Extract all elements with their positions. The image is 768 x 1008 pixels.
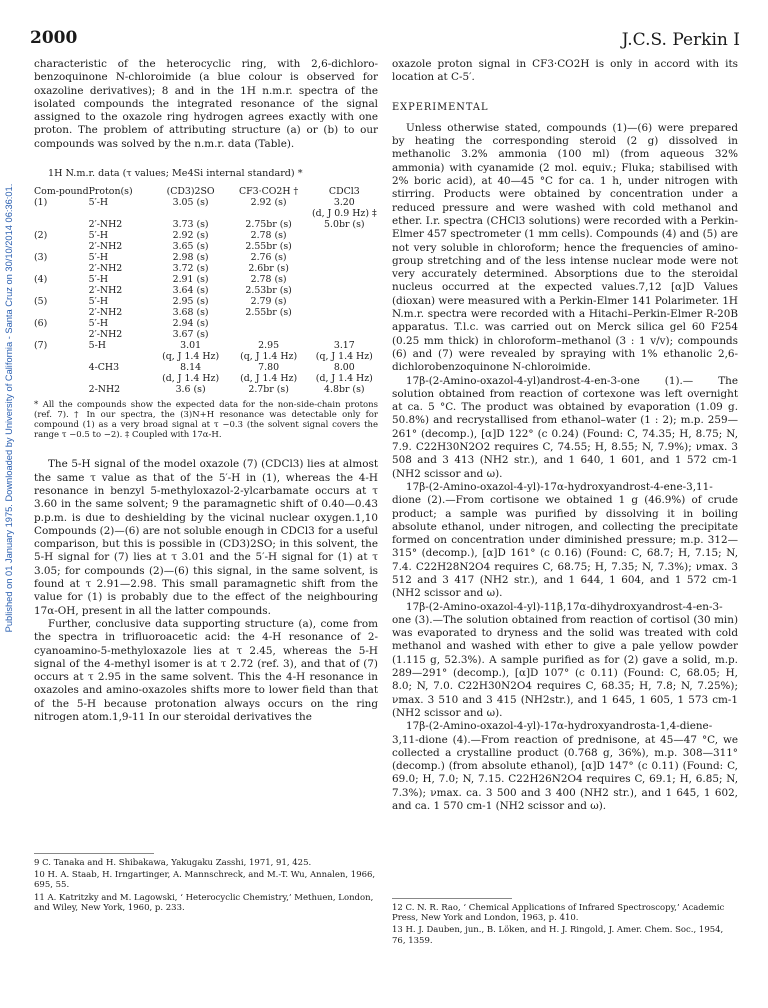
- table-cell: 2.55br (s): [245, 241, 292, 253]
- table-cell: 2-NH2: [88, 384, 121, 396]
- reference: 10 H. A. Staab, H. Irngartinger, A. Mannschreck, and M.-T. Wu, Annalen, 1966, 695, 55.: [34, 870, 376, 891]
- table-cell: [311, 296, 378, 307]
- table-cell: [227, 318, 311, 329]
- col-header: Com-pound: [34, 186, 89, 198]
- left-paragraph-1: characteristic of the heterocyclic ring, with 2,6-dichloro-benzoquinone N-chloroimide (a blue colour is observed for oxazoline derivatives); 8 and in the 1H n.m.r. spectra of the isolated compounds the integrated resonance of the signal assigned to the oxazole ring hydrogen agrees exactly with one proton. The problem of attributing structure (a) or (b) to our compounds was solved by the n.m.r. data (Table).: [34, 58, 378, 150]
- table-cell: (5): [34, 296, 48, 308]
- right-paragraph-1: oxazole proton signal in CF3·CO2H is only in accord with its location at C-5′.: [392, 58, 738, 84]
- table-cell: 2.92 (s): [250, 197, 287, 209]
- table-row: [34, 318, 378, 329]
- table-caption: 1H N.m.r. data (τ values; Me4Si internal standard) *: [48, 168, 303, 180]
- table-cell: 3.01: [180, 340, 202, 352]
- table-row: [34, 373, 378, 384]
- right-column: [392, 58, 738, 813]
- table-cell: (4): [34, 274, 48, 286]
- table-cell: [311, 307, 378, 318]
- table-cell: [34, 241, 89, 252]
- table-cell: [34, 219, 89, 230]
- table-row: [34, 252, 378, 263]
- table-cell: [34, 329, 89, 340]
- left-column: [34, 58, 378, 724]
- table-cell: 2.95: [258, 340, 280, 352]
- table-cell: 2.79 (s): [250, 296, 287, 308]
- table-footnote: * All the compounds show the expected data for the non-side-chain protons (ref. 7). † In our spectra, the (3)N+H resonance was detectable only for compound (1) as a very broad signal at τ −0.3 (the solvent signal covers the range τ −0.5 to −2). ‡ Coupled with 17α-H.: [34, 400, 378, 441]
- table-cell: [34, 307, 89, 318]
- table-cell: [34, 351, 89, 362]
- table-cell: (d, J 1.4 Hz): [315, 373, 373, 385]
- reference: 11 A. Katritzky and M. Lagowski, ‘ Heterocyclic Chemistry,’ Methuen, London, and Wiley, New York, 1960, p. 233.: [34, 892, 374, 913]
- table-header-row: [34, 186, 378, 197]
- table-row: [34, 208, 378, 219]
- table-cell: [34, 263, 89, 274]
- table-cell: 3.68 (s): [172, 307, 209, 319]
- table-cell: 2.78 (s): [250, 274, 287, 286]
- table-row: [34, 351, 378, 362]
- table-cell: [34, 384, 89, 395]
- table-cell: [227, 329, 311, 340]
- table-cell: 2.91 (s): [172, 274, 209, 286]
- table-cell: 5.0br (s): [324, 219, 365, 231]
- table-cell: 5′-H: [88, 230, 109, 242]
- col-header: CDCl3: [328, 186, 360, 198]
- provenance-sidebar: [2, 140, 16, 680]
- reference: 12 C. N. R. Rao, ‘ Chemical Applications of Infrared Spectroscopy,’ Academic Press, New York and London, 1963, p. 410.: [392, 903, 725, 924]
- table-cell: 2.92 (s): [172, 230, 209, 242]
- table-cell: 3.72 (s): [172, 263, 209, 275]
- table-cell: (q, J 1.4 Hz): [240, 351, 298, 363]
- table-cell: 2′-NH2: [88, 263, 123, 275]
- table-cell: 2.78 (s): [250, 230, 287, 242]
- section-heading: EXPERIMENTAL: [392, 101, 489, 113]
- table-cell: [89, 208, 155, 219]
- table-cell: [34, 285, 89, 296]
- table-cell: [227, 208, 311, 219]
- table-body: [34, 197, 378, 395]
- nmr-table: [34, 186, 378, 395]
- table-cell: 7.80: [258, 362, 280, 374]
- table-row: [34, 285, 378, 296]
- table-cell: 5′-H: [88, 252, 109, 264]
- table-cell: 2′-NH2: [88, 241, 123, 253]
- table-cell: 3.20: [333, 197, 355, 209]
- reference: 9 C. Tanaka and H. Shibakawa, Yakugaku Zasshi, 1971, 91, 425.: [34, 858, 312, 868]
- table-cell: [311, 252, 378, 263]
- left-references: [34, 853, 378, 915]
- table-cell: 2.95 (s): [172, 296, 209, 308]
- table-row: [34, 384, 378, 395]
- table-cell: 5′-H: [88, 197, 109, 209]
- table-row: [34, 241, 378, 252]
- table-cell: [34, 208, 89, 219]
- table-cell: (1): [34, 197, 48, 209]
- table-cell: 5′-H: [88, 296, 109, 308]
- journal-title: J.C.S. Perkin I: [621, 30, 740, 50]
- table-cell: 5-H: [88, 340, 106, 352]
- left-paragraph-2: The 5-H signal of the model oxazole (7) (CDCl3) lies at almost the same τ value as that of the 5′-H in (1), whereas the 4-H resonance in benzyl 5-methyloxazol-2-ylcarbamate occurs at τ 3.60 in the same solvent; 9 the paramagnetic shift of 0.40—0.43 p.p.m. is due to deshielding by the vicinal nuclear oxygen.1,10 Compounds (2)—(6) are not soluble enough in CDCl3 for a useful comparison, but this is possible in (CD3)2SO; in this solvent, the 5-H signal for (7) lies at τ 3.01 and the 5′-H signal for (1) at τ 3.05; for compounds (2)—(6) this signal, in the same solvent, is found at τ 2.91—2.98. This small paramagnetic shift from the value for (1) is probably due to the effect of the neighbouring 17α-OH, present in all the latter compounds.: [34, 458, 378, 617]
- table-cell: 2′-NH2: [88, 285, 123, 297]
- table-cell: (6): [34, 318, 48, 330]
- table-cell: 2′-NH2: [88, 307, 123, 319]
- right-paragraph-6: 17β-(2-Amino-oxazol-4-yl)-17α-hydroxyandrosta-1,4-diene-3,11-dione (4).—From reaction of prednisone, at 45—47 °C, we collected a crystalline product (0.768 g, 36%), m.p. 308—311° (decomp.) (from absolute ethanol), [α]D 147° (c 0.11) (Found: C, 69.0; H, 7.0; N, 7.15. C22H26N2O4 requires C, 69.1; H, 6.85; N, 7.3%); νmax. ca. 3 500 and 3 400 (NH2 str.), and 1 645, 1 602, and ca. 1 570 cm-1 (NH2 scissor and ω).: [392, 720, 738, 813]
- table-row: [34, 362, 378, 373]
- table-cell: 3.65 (s): [172, 241, 209, 253]
- table-cell: 2.76 (s): [250, 252, 287, 264]
- right-references: [392, 898, 738, 948]
- table-cell: [311, 274, 378, 285]
- table-cell: 2.6br (s): [248, 263, 289, 275]
- table-cell: [311, 318, 378, 329]
- table-cell: (d, J 0.9 Hz) ‡: [311, 208, 377, 220]
- col-header: CF3·CO2H †: [238, 186, 299, 198]
- table-cell: 2.7br (s): [248, 384, 289, 396]
- table-cell: 8.00: [333, 362, 355, 374]
- table-row: [34, 219, 378, 230]
- table-cell: 2.75br (s): [245, 219, 292, 231]
- table-row: [34, 296, 378, 307]
- table-cell: 4-CH3: [88, 362, 120, 374]
- left-paragraph-3: Further, conclusive data supporting structure (a), come from the spectra in trifluoroacetic acid: the 4-H resonance of 2-cyanoamino-5-methyloxazole lies at τ 2.45, whereas the 5-H signal of the 4-methyl isomer is at τ 2.72 (ref. 3), and that of (7) occurs at τ 2.95 in the same solvent. This the 4-H resonance in oxazoles and amino-oxazoles shifts more to lower field than that of the 5-H because protonation always occurs on the ring nitrogen atom.1,9-11 In our steroidal derivatives the: [34, 617, 378, 724]
- table-row: [34, 274, 378, 285]
- reference: 13 H. J. Dauben, jun., B. Löken, and H. J. Ringold, J. Amer. Chem. Soc., 1954, 76, 1359.: [392, 925, 724, 946]
- table-row: [34, 340, 378, 351]
- table-cell: (d, J 1.4 Hz): [240, 373, 298, 385]
- table-cell: 4.8br (s): [324, 384, 365, 396]
- table-cell: [311, 329, 378, 340]
- table-cell: 5′-H: [88, 318, 109, 330]
- table-cell: 3.17: [333, 340, 355, 352]
- page-number: 2000: [30, 28, 78, 48]
- table-cell: [34, 362, 89, 373]
- table-cell: 2.53br (s): [245, 285, 292, 297]
- table-cell: (2): [34, 230, 48, 242]
- right-paragraph-3: 17β-(2-Amino-oxazol-4-yl)androst-4-en-3-one (1).— The solution obtained from reaction of cortexone was left overnight at ca. 5 °C. The product was obtained by evaporation (1.09 g. 50.8%) and recrystallised from ethanol–water (1 : 2); m.p. 259—261° (decomp.), [α]D 122° (c 0.24) (Found: C, 74.35; H, 8.75; N, 7.9. C22H30N2O2 requires C, 74.55; H, 8.55; N, 7.9%); νmax. 3 508 and 3 413 (NH2 str.), and 1 640, 1 601, and 1 572 cm-1 (NH2 scissor and ω).: [392, 374, 738, 480]
- table-cell: 5′-H: [88, 274, 109, 286]
- table-row: [34, 197, 378, 208]
- table-cell: [311, 230, 378, 241]
- table-row: [34, 230, 378, 241]
- table-row: [34, 307, 378, 318]
- provenance-link[interactable]: Published on 01 January 1975. Downloaded by University of California - Santa Cruz on 30/10/2014 06:36:01.: [4, 183, 14, 633]
- table-row: [34, 329, 378, 340]
- col-header: (CD3)2SO: [166, 186, 215, 198]
- table-row: [34, 263, 378, 274]
- col-header: Proton(s): [88, 186, 133, 198]
- table-cell: 3.67 (s): [172, 329, 209, 341]
- table-cell: (7): [34, 340, 48, 352]
- table-cell: (q, J 1.4 Hz): [315, 351, 373, 363]
- table-cell: 3.64 (s): [172, 285, 209, 297]
- table-cell: 2.55br (s): [245, 307, 292, 319]
- table-cell: [155, 208, 227, 219]
- table-cell: 2.98 (s): [172, 252, 209, 264]
- table-cell: 2′-NH2: [88, 329, 123, 341]
- table-cell: [89, 351, 155, 362]
- table-cell: 3.73 (s): [172, 219, 209, 231]
- table-cell: [311, 263, 378, 274]
- table-cell: 8.14: [180, 362, 202, 374]
- table-cell: 2.94 (s): [172, 318, 209, 330]
- table-cell: (3): [34, 252, 48, 264]
- table-cell: (q, J 1.4 Hz): [162, 351, 220, 363]
- right-paragraph-5: 17β-(2-Amino-oxazol-4-yl)-11β,17α-dihydroxyandrost-4-en-3-one (3).—The solution obtained from reaction of cortisol (30 min) was evaporated to dryness and the solid was treated with cold methanol and washed with ether to give a pale yellow powder (1.115 g, 52.3%). A sample purified as for (2) gave a solid, m.p. 289—291° (decomp.), [α]D 107° (c 0.11) (Found: C, 68.05; H, 8.0; N, 7.0. C22H30N2O4 requires C, 68.35; H, 7.8; N, 7.25%); νmax. 3 510 and 3 415 (NH2str.), and 1 645, 1 605, 1 573 cm-1 (NH2 scissor and ω).: [392, 600, 738, 719]
- table-cell: 2′-NH2: [88, 219, 123, 231]
- table-cell: 3.05 (s): [172, 197, 209, 209]
- table-cell: 3.6 (s): [175, 384, 206, 396]
- right-paragraph-4: 17β-(2-Amino-oxazol-4-yl)-17α-hydroxyandrost-4-ene-3,11-dione (2).—From cortisone we obtained 1 g (46.9%) of crude product; a sample was purified by dissolving it in boiling absolute ethanol, under nitrogen, and collecting the precipitate formed on concentration under diminished pressure; m.p. 312—315° (decomp.), [α]D 161° (c 0.16) (Found: C, 68.7; H, 7.15; N, 7.4. C22H28N2O4 requires C, 68.75; H, 7.35; N, 7.3%); νmax. 3 512 and 3 417 (NH2 str.), and 1 644, 1 604, and 1 572 cm-1 (NH2 scissor and ω).: [392, 480, 738, 600]
- table-cell: [311, 241, 378, 252]
- table-cell: [34, 373, 89, 384]
- table-cell: [311, 285, 378, 296]
- table-cell: (d, J 1.4 Hz): [162, 373, 220, 385]
- table-cell: [89, 373, 155, 384]
- right-paragraph-2: Unless otherwise stated, compounds (1)—(6) were prepared by heating the corresponding steroid (2 g) dissolved in methanolic 3.2% ammonia (100 ml) (from aqueous 32% ammonia) with cyanamide (2 mol. equiv.; Fluka; stabilised with 2% boric acid), at 40—45 °C for ca. 1 h, under nitrogen with stirring. Products were obtained by concentration under a reduced pressure and were washed with cold methanol and ether. I.r. spectra (CHCl3 solutions) were recorded with a Perkin-Elmer 457 spectrometer (1 mm cells). Compounds (4) and (5) are not very soluble in chloroform; hence the frequencies of amino-group stretching and of the less intense nuclear mode were not very accurately determined. Absorptions due to the steroidal nucleus occurred at the expected values.7,12 [α]D Values (dioxan) were measured with a Perkin-Elmer 141 Polarimeter. 1H N.m.r. spectra were recorded with a Hitachi–Perkin-Elmer R-20B apparatus. T.l.c. was carried out on Merck silica gel 60 F254 (0.25 mm thick) in chloroform–methanol (3 : 1 v/v); compounds (6) and (7) were revealed by spraying with 1% ethanolic 2,6-dichlorobenzoquinone N-chloroimide.: [392, 121, 738, 374]
